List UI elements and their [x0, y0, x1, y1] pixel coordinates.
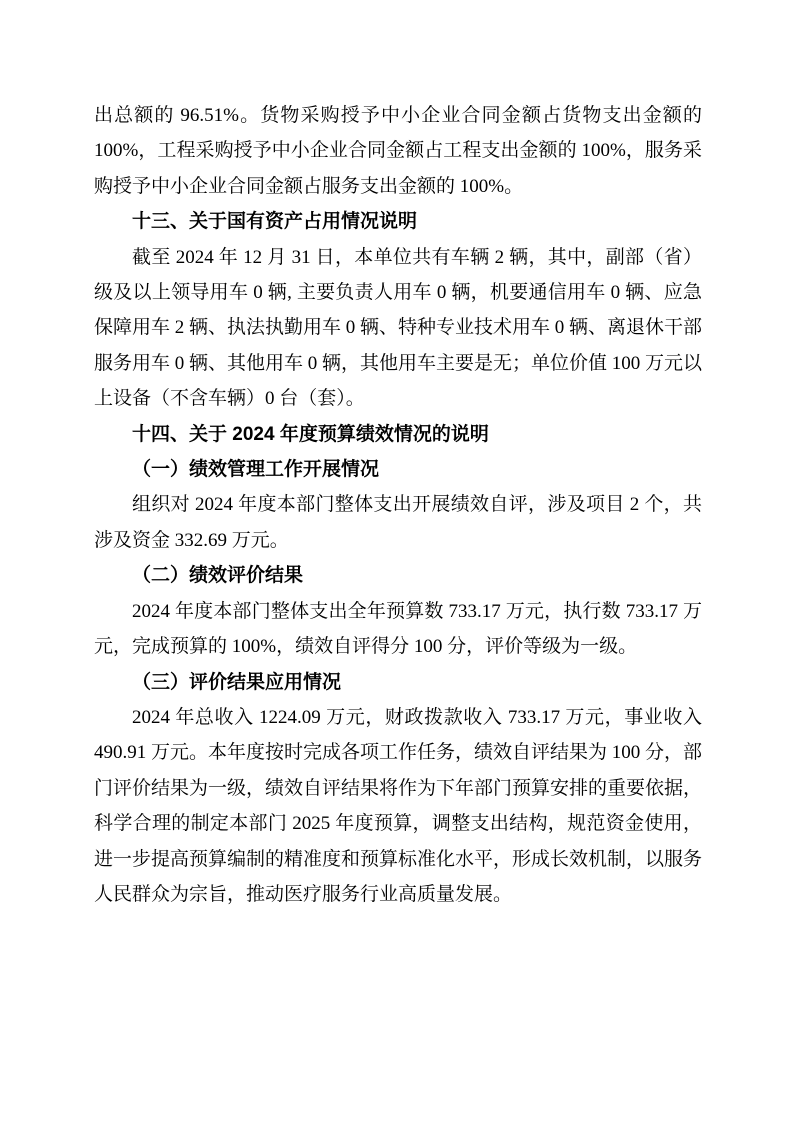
paragraph-budget-execution-results: 2024 年度本部门整体支出全年预算数 733.17 万元，执行数 733.17 万元，完成预算的 100%，绩效自评得分 100 分，评价等级为一级。: [94, 600, 702, 658]
subheading-performance-management-work: （一）绩效管理工作开展情况: [132, 459, 380, 481]
paragraph-vehicles-and-equipment: 截至 2024 年 12 月 31 日，本单位共有车辆 2 辆，其中，副部（省）级及以上领导用车 0 辆, 主要负责人用车 0 辆，机要通信用车 0 辆、应急保障用车 2 辆、执法执勤用车 0 辆、特种专业技术用车 0 辆、离退休干部服务用车 0 辆、其他用车 0 辆，其他用车主要是无；单位价值 100 万元以上设备（不含车辆）0 台（套）。: [94, 246, 703, 410]
paragraph-self-evaluation-scope: 组织对 2024 年度本部门整体支出开展绩效自评，涉及项目 2 个，共涉及资金 332.69 万元。: [94, 494, 702, 551]
paragraph-procurement-continued: 出总额的 96.51%。货物采购授予中小企业合同金额占货物支出金额的 100%，工程采购授予中小企业合同金额占工程支出金额的 100%，服务采购授予中小企业合同金额占服务支出金额的 100%。: [94, 105, 702, 197]
heading-section-13-state-assets: 十三、关于国有资产占用情况说明: [132, 211, 418, 233]
subheading-evaluation-results-application: （三）评价结果应用情况: [132, 671, 342, 693]
heading-section-14-budget-performance: 十四、关于 2024 年度预算绩效情况的说明: [132, 423, 489, 445]
document-body-text: [94, 98, 702, 912]
subheading-performance-evaluation-results: （二）绩效评价结果: [132, 565, 304, 587]
paragraph-income-and-future-plans: 2024 年总收入 1224.09 万元，财政拨款收入 733.17 万元，事业收入 490.91 万元。本年度按时完成各项工作任务，绩效自评结果为 100 分，部门评价结果为一级，绩效自评结果将作为下年部门预算安排的重要依据，科学合理的制定本部门 2025 年度预算，调整支出结构，规范资金使用，进一步提高预算编制的精准度和预算标准化水平，形成长效机制，以服务人民群众为宗旨，推动医疗服务行业高质量发展。: [94, 706, 703, 905]
